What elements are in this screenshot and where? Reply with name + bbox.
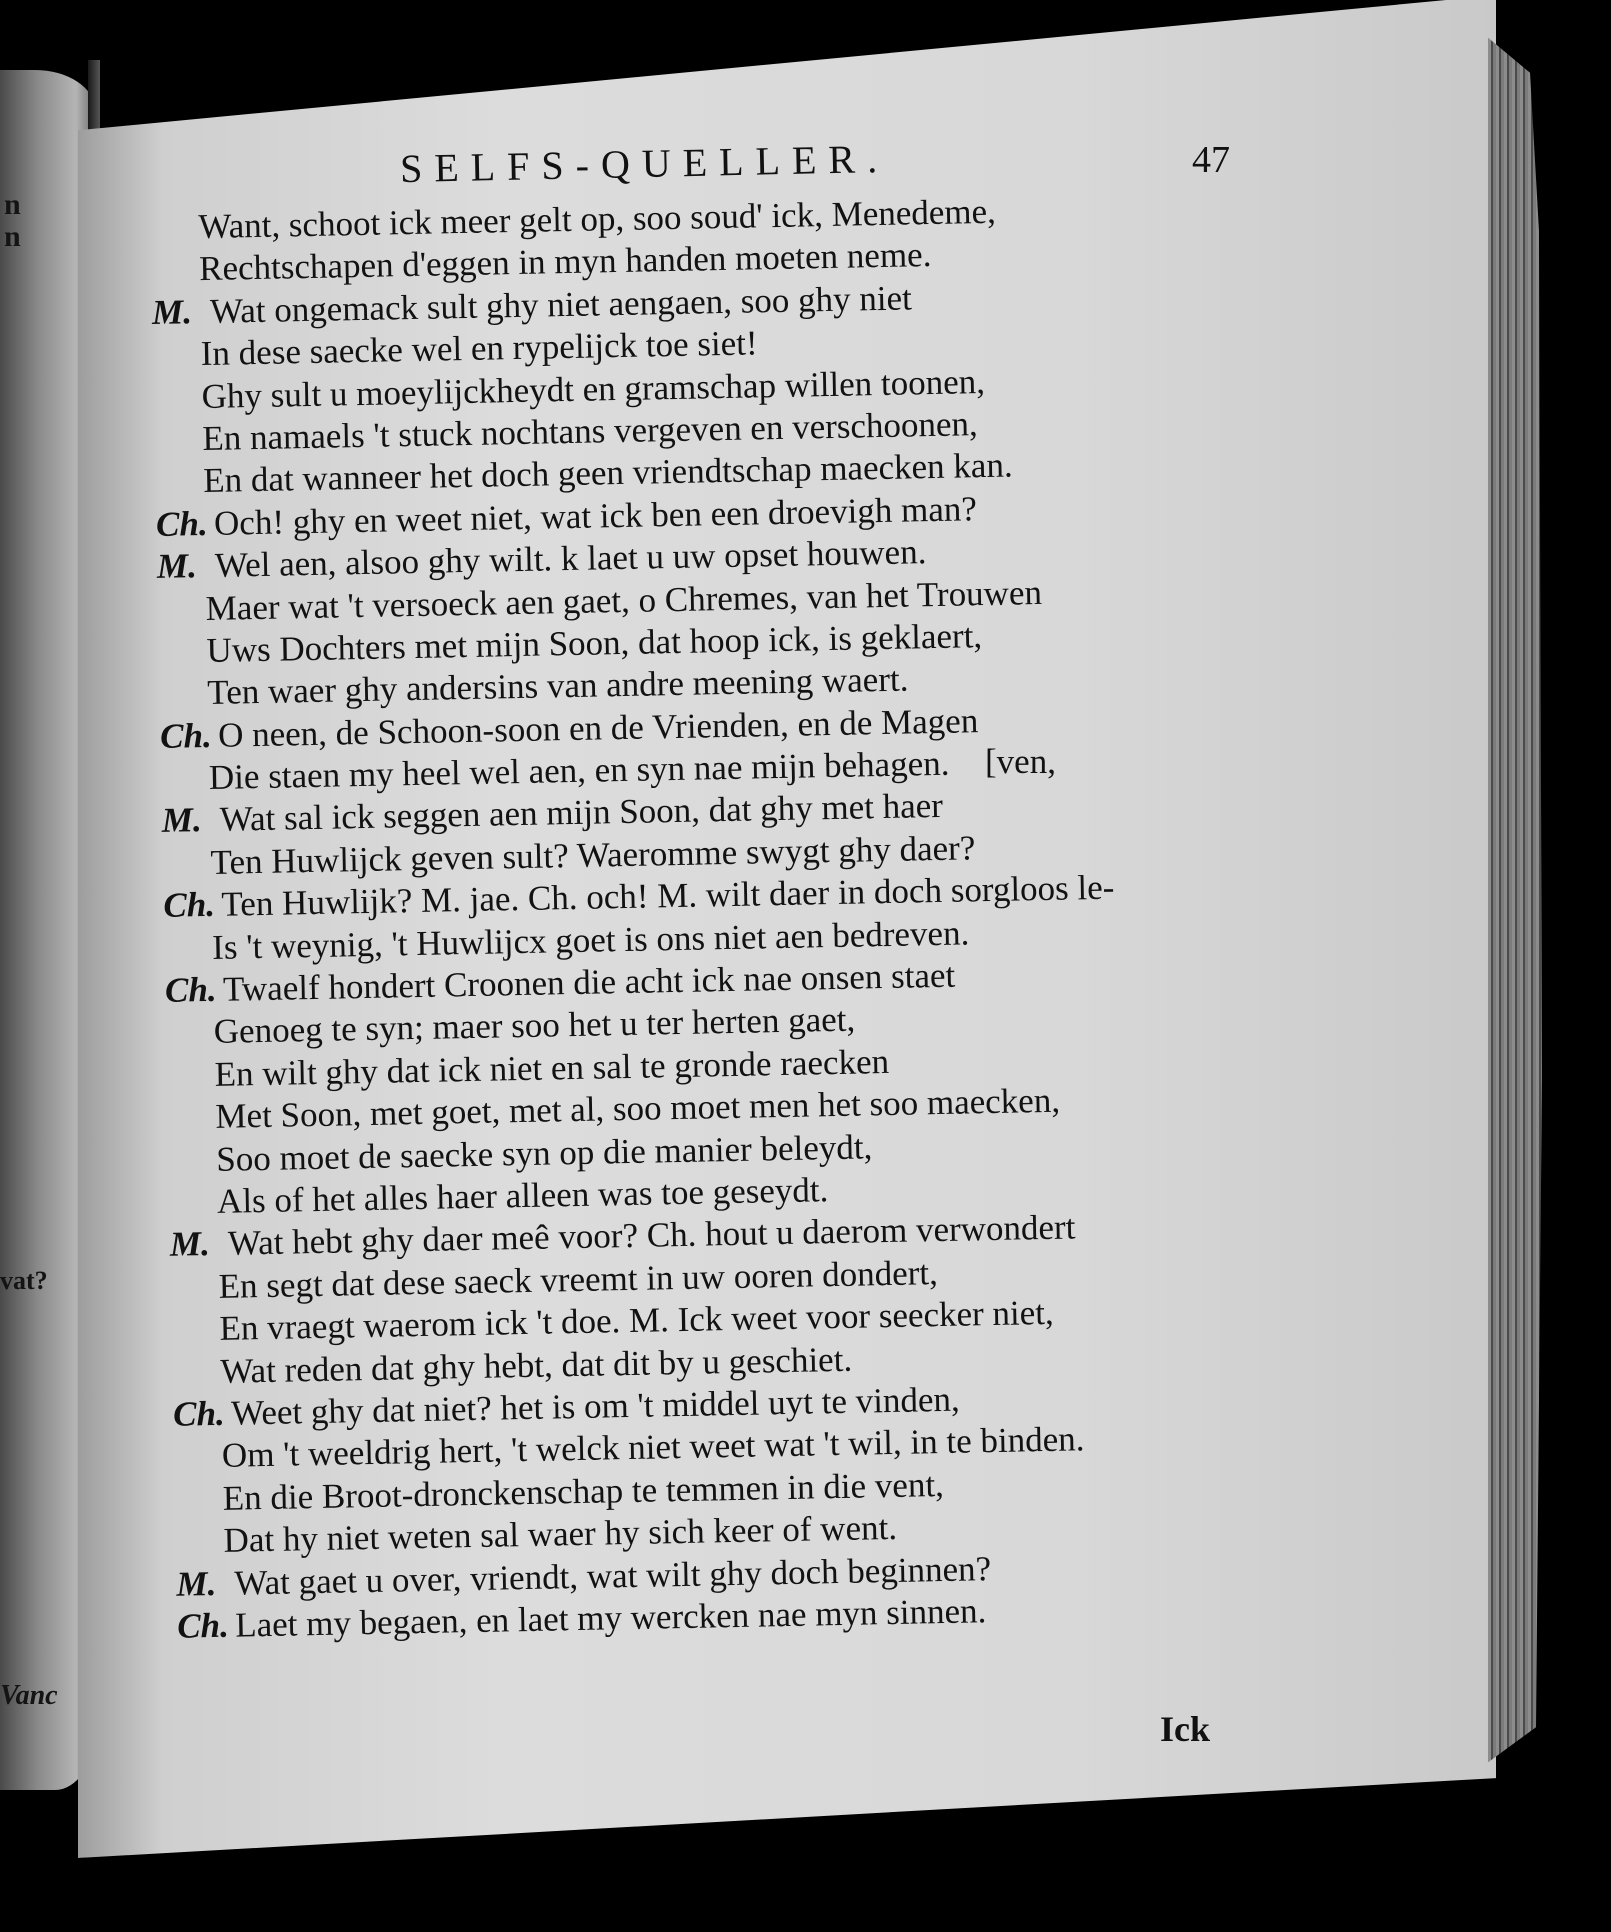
speaker-label: M. (161, 800, 203, 841)
verse-text: Want, schoot ick meer gelt op, soo soud' ick, Menedeme, (197, 191, 997, 247)
speaker-label: Ch. (164, 969, 217, 1010)
verse-text: Och! ghy en weet niet, wat ick ben een droevigh man? (213, 488, 978, 543)
verse-text: Om 't weeldrig hert, 't welck niet weet wat 't wil, in te binden. (221, 1419, 1085, 1476)
verse-text: Als of het alles haer alleen was toe geseydt. (216, 1170, 829, 1221)
verse-text: Met Soon, met goet, met al, soo moet men het soo maecken, (215, 1080, 1061, 1137)
speaker-label: M. (176, 1563, 217, 1604)
verse-text: En namaels 't stuck nochtans vergeven en verschoonen, (202, 404, 979, 458)
left-margin-fragment: Vanc (0, 1680, 58, 1711)
verse-text: Wat gaet u over, vriendt, wat wilt ghy doch beginnen? (234, 1548, 992, 1603)
verse-text: En dat wanneer het doch geen vriendtschap maecken kan. (202, 445, 1013, 501)
speaker-label: Ch. (163, 885, 216, 926)
verse-text: Maer wat 't versoeck aen gaet, o Chremes, van het Trouwen (205, 572, 1043, 628)
verse-text: Dat hy niet weten sal waer hy sich keer of went. (223, 1508, 898, 1560)
verse-text: Wel aen, alsoo ghy wilt. k laet u uw opset houwen. (214, 532, 927, 585)
left-margin-fragment: n (4, 188, 21, 221)
verse-text: Soo moet de saecke syn op die manier beleydt, (215, 1126, 873, 1179)
speaker-label: Ch. (172, 1393, 226, 1434)
verse-text: Twaelf hondert Croonen die acht ick nae onsen staet (222, 955, 956, 1009)
verse-text: In dese saecke wel en rypelijck toe siet! (200, 323, 758, 374)
left-margin-fragment: n (4, 220, 21, 253)
verse-text: O neen, de Schoon-soon en de Vrienden, en de Magen (217, 700, 979, 755)
verse-text: En vraegt waerom ick 't doe. M. Ick weet voor seecker niet, (219, 1293, 1055, 1349)
verse-text: Is 't weynig, 't Huwlijcx goet is ons niet aen bedreven. (211, 913, 970, 967)
page-fore-edge (1488, 20, 1548, 1780)
turned-over-line-tail: [ven, (985, 742, 1056, 781)
verse-text: Ghy sult u moeylijckheydt en gramschap willen toonen, (201, 361, 986, 416)
verse-text: En segt dat dese saeck vreemt in uw ooren dondert, (218, 1252, 939, 1306)
speaker-label: M. (156, 546, 198, 587)
speaker-label: M. (169, 1224, 211, 1265)
speaker-label: Ch. (155, 503, 208, 544)
verse-text: Weet ghy dat niet? het is om 't middel uyt te vinden, (230, 1379, 960, 1433)
verse-text: Wat hebt ghy daer meê voor? Ch. hout u daerom verwondert (227, 1207, 1076, 1264)
verse-text: Ten waer ghy andersins van andre meening waert. (206, 659, 909, 713)
page-number: 47 (1192, 139, 1230, 181)
verse-text: Die staen my heel wel aen, en syn nae mijn behagen. (208, 743, 950, 798)
verse-text-block (150, 186, 1317, 1649)
running-title: SELFS-QUELLER. (399, 135, 890, 192)
verse-text: Laet my begaen, en laet my wercken nae myn sinnen. (234, 1591, 987, 1645)
verse-text: Ten Huwlijk? M. jae. Ch. och! M. wilt daer in doch sorgloos le- (221, 867, 1115, 925)
speaker-label: M. (151, 292, 193, 332)
verse-text: En die Broot-dronckenschap te temmen in die vent, (222, 1464, 945, 1518)
speaker-label: Ch. (176, 1605, 230, 1646)
catchword: Ick (1160, 1709, 1211, 1749)
speaker-label: Ch. (159, 715, 213, 756)
verse-text: Ten Huwlijck geven sult? Waeromme swygt ghy daer? (210, 828, 976, 882)
verse-text: Wat reden dat ghy hebt, dat dit by u geschiet. (219, 1339, 853, 1391)
verse-text: Wat ongemack sult ghy niet aengaen, soo ghy niet (209, 278, 913, 331)
left-margin-fragment: vat? (0, 1266, 48, 1295)
verse-text: Wat sal ick seggen aen mijn Soon, dat ghy met haer (219, 786, 944, 840)
verse-text: Genoeg te syn; maer soo het u ter herten gaet, (213, 1000, 856, 1052)
verse-text: Rechtschapen d'eggen in myn handen moeten neme. (198, 235, 932, 289)
verse-text: En wilt ghy dat ick niet en sal te gronde raecken (214, 1041, 890, 1094)
verse-text: Uws Dochters met mijn Soon, dat hoop ick, is geklaert, (206, 616, 983, 670)
